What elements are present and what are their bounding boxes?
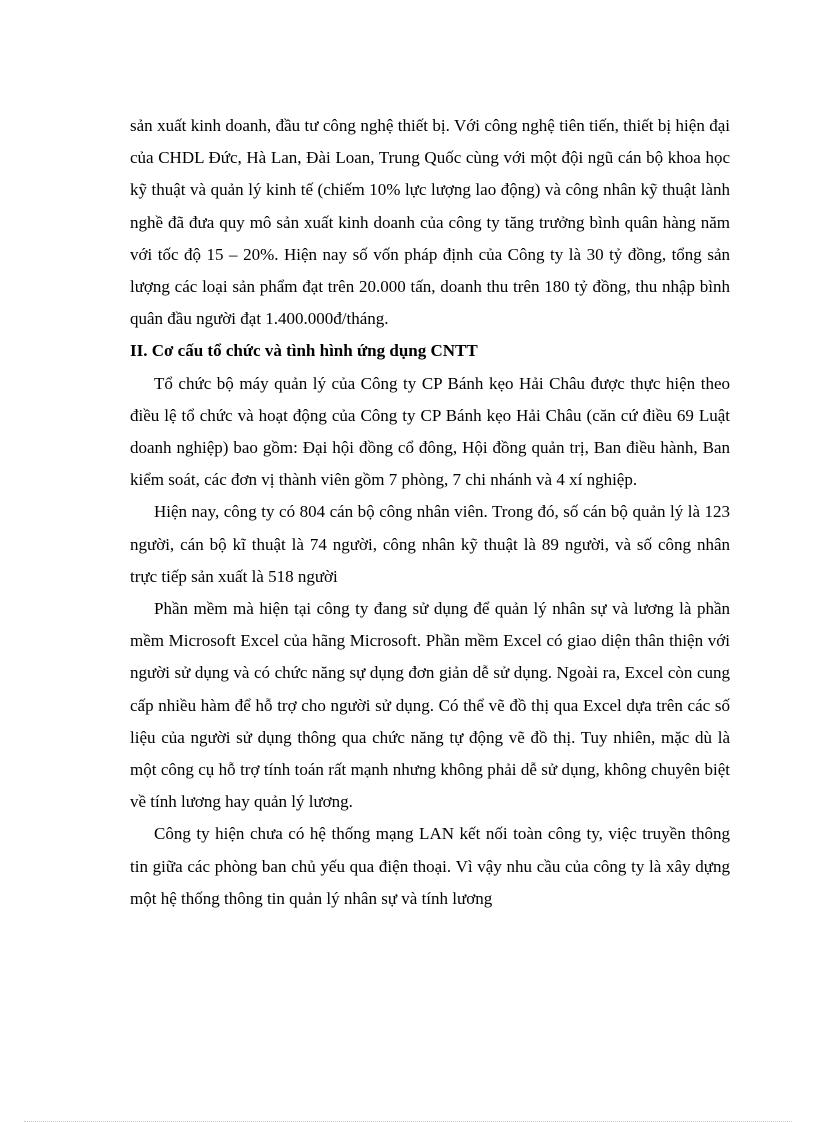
paragraph-network-needs: Công ty hiện chưa có hệ thống mạng LAN kết nối toàn công ty, việc truyền thông tin giữa các phòng ban chủ yếu qua điện thoại. Vì vậy nhu cầu của công ty là xây dựng một hệ thống thông tin quản lý nhân sự và tính lương bbox=[130, 824, 730, 908]
paragraph-org-structure: Tổ chức bộ máy quản lý của Công ty CP Bánh kẹo Hải Châu được thực hiện theo điều lệ tổ chức và hoạt động của Công ty CP Bánh kẹo Hải Châu (căn cứ điều 69 Luật doanh nghiệp) bao gồm: Đại hội đồng cổ đông, Hội đồng quản trị, Ban điều hành, Ban kiểm soát, các đơn vị thành viên gồm 7 phòng, 7 chi nhánh và 4 xí nghiệp. bbox=[130, 373, 730, 490]
page-bottom-divider bbox=[24, 1121, 792, 1122]
paragraph-excel-software: Phần mềm mà hiện tại công ty đang sử dụng để quản lý nhân sự và lương là phần mềm Microsoft Excel của hãng Microsoft. Phần mềm Excel có giao diện thân thiện với người sử dụng và có chức năng sự dụng đơn giản dễ sử dụng. Ngoài ra, Excel còn cung cấp nhiều hàm để hỗ trợ cho người sử dụng. Có thể vẽ đồ thị qua Excel dựa trên các số liệu của người sử dụng thông qua chức năng tự động vẽ đồ thị. Tuy nhiên, mặc dù là một công cụ hỗ trợ tính toán rất mạnh nhưng không phải dễ sử dụng, không chuyên biệt về tính lương hay quản lý lương. bbox=[130, 599, 730, 812]
page-body bbox=[130, 110, 730, 915]
section-heading: II. Cơ cấu tổ chức và tình hình ứng dụng CNTT bbox=[130, 341, 478, 361]
paragraph-staff-count: Hiện nay, công ty có 804 cán bộ công nhân viên. Trong đó, số cán bộ quản lý là 123 người, cán bộ kĩ thuật là 74 người, công nhân kỹ thuật là 89 người, và số công nhân trực tiếp sản xuất là 518 người bbox=[130, 502, 730, 586]
paragraph-company-growth: sản xuất kinh doanh, đầu tư công nghệ thiết bị. Với công nghệ tiên tiến, thiết bị hiện đại của CHDL Đức, Hà Lan, Đài Loan, Trung Quốc cùng với một đội ngũ cán bộ khoa học kỹ thuật và quản lý kinh tế (chiếm 10% lực lượng lao động) và công nhân kỹ thuật lành nghề đã đưa quy mô sản xuất kinh doanh của công ty tăng trưởng bình quân hàng năm với tốc độ 15 – 20%. Hiện nay số vốn pháp định của Công ty là 30 tỷ đồng, tổng sản lượng các loại sản phẩm đạt trên 20.000 tấn, doanh thu trên 180 tỷ đồng, thu nhập bình quân đầu người đạt 1.400.000đ/tháng. bbox=[130, 116, 730, 329]
